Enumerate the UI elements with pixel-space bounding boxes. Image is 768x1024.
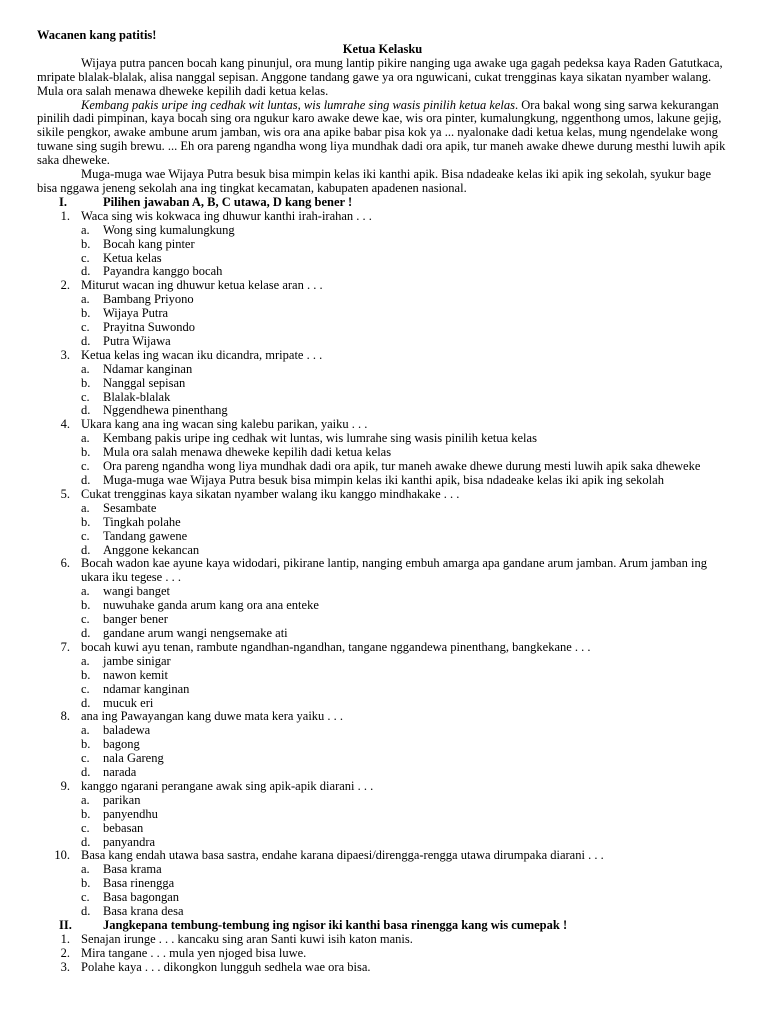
option-letter: c. [81, 890, 90, 905]
answer-option [37, 238, 728, 252]
answer-option [37, 502, 728, 516]
option-letter: c. [81, 612, 90, 627]
option-letter: b. [81, 236, 91, 251]
answer-option [37, 752, 728, 766]
option-text: gandane arum wangi nengsemake ati [103, 625, 288, 640]
option-text: wangi banget [103, 584, 170, 599]
option-letter: d. [81, 765, 91, 780]
answer-option [37, 599, 728, 613]
option-text: Blalak-blalak [103, 389, 171, 404]
answer-option [37, 293, 728, 307]
option-letter: a. [81, 723, 90, 738]
option-letter: a. [81, 792, 90, 807]
option-text: Tandang gawene [103, 528, 188, 543]
option-letter: a. [81, 584, 90, 599]
option-letter: d. [81, 264, 91, 279]
fill-in-number: 2. [60, 945, 70, 960]
fill-in-text: Mira tangane . . . mula yen njoged bisa luwe. [81, 945, 307, 960]
question-number: 7. [60, 639, 70, 654]
option-text: Bocah kang pinter [103, 236, 195, 251]
fill-in-number: 3. [60, 959, 70, 974]
answer-option [37, 252, 728, 266]
answer-option [37, 836, 728, 850]
question-number: 4. [60, 417, 70, 432]
option-text: mucuk eri [103, 695, 154, 710]
option-letter: b. [81, 375, 91, 390]
question-item [37, 641, 728, 655]
answer-option [37, 891, 728, 905]
option-letter: b. [81, 667, 91, 682]
option-text: Basa krana desa [103, 904, 184, 919]
question-item [37, 210, 728, 224]
option-text: Payandra kanggo bocah [103, 264, 223, 279]
question-item [37, 418, 728, 432]
option-text: Anggone kekancan [103, 542, 200, 557]
option-text: parikan [103, 792, 141, 807]
option-letter: d. [81, 403, 91, 418]
question-list [37, 210, 728, 919]
option-text: Ketua kelas [103, 250, 162, 265]
option-text: Putra Wijawa [103, 333, 171, 348]
question-item [37, 849, 728, 863]
answer-option [37, 363, 728, 377]
answer-option [37, 460, 728, 474]
question-text: kanggo ngarani perangane awak sing apik-apik diarani . . . [81, 778, 374, 793]
reading-paragraph-2-rest: . Ora bakal wong sing sarwa kekurangan pinilih dadi pimpinan, kaya bocah sing ora ngukur karo awake dewe kae, wis ora pinter, kumalungkung, nggenthong umos, lakune gejig, sikile pengkor, awake ambune arum jamban, wis ora ana apike babar pisa kok ya ... nyalonake dadi ketua kelas, mung ngendelake wong tuwane sing sugih brewu. ... Eh ora pareng ngandha wong liya mundhak dadi ora apik, tur maneh awake dhewe durung mesthi luwih apik saka dheweke. [37, 97, 726, 168]
option-text: banger bener [103, 612, 168, 627]
option-text: bebasan [103, 820, 144, 835]
option-letter: d. [81, 625, 91, 640]
option-text: Basa bagongan [103, 890, 180, 905]
question-number: 5. [60, 486, 70, 501]
option-letter: d. [81, 904, 91, 919]
fill-in-text: Polahe kaya . . . dikongkon lungguh sedhela wae ora bisa. [81, 959, 371, 974]
option-letter: b. [81, 876, 91, 891]
section-number: II. [59, 918, 72, 932]
answer-option [37, 224, 728, 238]
answer-option [37, 432, 728, 446]
option-text: Sesambate [103, 500, 157, 515]
option-text: nala Gareng [103, 751, 164, 766]
answer-option [37, 585, 728, 599]
question-text: Waca sing wis kokwaca ing dhuwur kanthi irah-irahan . . . [81, 208, 372, 223]
answer-option [37, 404, 728, 418]
option-text: Wong sing kumalungkung [103, 222, 235, 237]
fill-in-item [37, 961, 728, 975]
answer-option [37, 544, 728, 558]
question-text: Cukat trengginas kaya sikatan nyamber walang iku kanggo mindhakake . . . [81, 486, 460, 501]
option-letter: c. [81, 320, 90, 335]
option-letter: b. [81, 806, 91, 821]
option-text: ndamar kanginan [103, 681, 190, 696]
answer-option [37, 905, 728, 919]
option-text: Kembang pakis uripe ing cedhak wit luntas, wis lumrahe sing wasis pinilih ketua kelas [103, 431, 537, 446]
option-letter: d. [81, 695, 91, 710]
option-text: Nanggal sepisan [103, 375, 186, 390]
option-text: jambe sinigar [103, 653, 171, 668]
answer-option [37, 877, 728, 891]
option-letter: c. [81, 681, 90, 696]
answer-option [37, 307, 728, 321]
option-letter: d. [81, 333, 91, 348]
answer-option [37, 822, 728, 836]
reading-paragraph-1: Wijaya putra pancen bocah kang pinunjul, ora mung lantip pikire nanging uga awake uga gagah pedeksa kaya Raden Gatutkaca, mripate blalak-blalak, alisa nanggal sepisan. Anggone tandang gawe ya ora nguwicani, cukat trengginas kaya sikatan nyamber walang. Mula ora salah menawa dheweke kepilih dadi ketua kelas. [37, 55, 723, 98]
answer-option [37, 766, 728, 780]
option-letter: a. [81, 292, 90, 307]
answer-option [37, 446, 728, 460]
question-text: Ketua kelas ing wacan iku dicandra, mripate . . . [81, 347, 323, 362]
answer-option [37, 321, 728, 335]
answer-option [37, 627, 728, 641]
option-letter: c. [81, 250, 90, 265]
fill-in-item [37, 933, 728, 947]
option-text: baladewa [103, 723, 151, 738]
answer-option [37, 613, 728, 627]
question-text: Ukara kang ana ing wacan sing kalebu parikan, yaiku . . . [81, 417, 368, 432]
question-item [37, 710, 728, 724]
question-item [37, 488, 728, 502]
question-text: Miturut wacan ing dhuwur ketua kelase aran . . . [81, 278, 323, 293]
option-letter: a. [81, 500, 90, 515]
answer-option [37, 738, 728, 752]
option-text: nawon kemit [103, 667, 168, 682]
option-letter: c. [81, 389, 90, 404]
option-letter: b. [81, 737, 91, 752]
question-number: 9. [60, 778, 70, 793]
option-letter: c. [81, 528, 90, 543]
option-text: panyendhu [103, 806, 158, 821]
option-letter: b. [81, 514, 91, 529]
fill-in-number: 1. [60, 931, 70, 946]
option-letter: c. [81, 459, 90, 474]
question-text: Basa kang endah utawa basa sastra, endahe karana dipaesi/direngga-rengga utawa dirumpaka diarani . . . [81, 848, 604, 863]
section-title: Pilihen jawaban A, B, C utawa, D kang bener ! [103, 194, 353, 209]
option-letter: a. [81, 431, 90, 446]
option-letter: c. [81, 751, 90, 766]
option-text: Basa krama [103, 862, 162, 877]
answer-option [37, 724, 728, 738]
section-title: Jangkepana tembung-tembung ing ngisor iki kanthi basa rinengga kang wis cumepak ! [103, 918, 568, 932]
reading-paragraph-2 [37, 99, 728, 169]
question-number: 8. [60, 709, 70, 724]
option-text: Muga-muga wae Wijaya Putra besuk bisa mimpin kelas iki kanthi apik, bisa ndadeake kelas iki apik ing sekolah [103, 473, 664, 487]
option-text: Nggendhewa pinenthang [103, 403, 228, 418]
option-letter: a. [81, 361, 90, 376]
option-text: Mula ora salah menawa dheweke kepilih dadi ketua kelas [103, 445, 392, 460]
option-text: bagong [103, 737, 140, 752]
parikan-sentence: Kembang pakis uripe ing cedhak wit luntas, wis lumrahe sing wasis pinilih ketua kelas [81, 97, 516, 112]
answer-option [37, 808, 728, 822]
option-letter: c. [81, 820, 90, 835]
instruction-header: Wacanen kang patitis! [37, 28, 157, 42]
answer-option [37, 655, 728, 669]
option-text: Tingkah polahe [103, 514, 181, 529]
question-text: ana ing Pawayangan kang duwe mata kera yaiku . . . [81, 709, 344, 724]
option-text: Basa rinengga [103, 876, 175, 891]
answer-option [37, 474, 728, 488]
question-number: 2. [60, 278, 70, 293]
answer-option [37, 391, 728, 405]
option-letter: a. [81, 222, 90, 237]
section-number: I. [59, 194, 67, 209]
question-item [37, 349, 728, 363]
option-letter: b. [81, 598, 91, 613]
section-heading-2 [37, 919, 728, 933]
question-text: Bocah wadon kae ayune kaya widodari, pikirane lantip, nanging embuh amarga apa gandane arum jamban. Arum jamban ing ukara iku tegese . . . [81, 556, 707, 585]
question-item [37, 557, 728, 585]
answer-option [37, 530, 728, 544]
reading-title: Ketua Kelasku [342, 41, 423, 56]
option-text: narada [103, 765, 137, 780]
question-number: 3. [60, 347, 70, 362]
question-item [37, 780, 728, 794]
option-letter: a. [81, 862, 90, 877]
fill-in-text: Senajan irunge . . . kancaku sing aran Santi kuwi isih katon manis. [81, 931, 413, 946]
option-text: Ora pareng ngandha wong liya mundhak dadi ora apik, tur maneh awake dhewe durung mesti luwih apik saka dheweke [103, 459, 701, 474]
fill-in-list [37, 933, 728, 975]
answer-option [37, 335, 728, 349]
answer-option [37, 863, 728, 877]
option-text: Bambang Priyono [103, 292, 194, 307]
answer-option [37, 516, 728, 530]
option-letter: a. [81, 653, 90, 668]
fill-in-item [37, 947, 728, 961]
answer-option [37, 683, 728, 697]
question-number: 1. [60, 208, 70, 223]
option-text: nuwuhake ganda arum kang ora ana enteke [103, 598, 319, 613]
option-letter: b. [81, 445, 91, 460]
question-text: bocah kuwi ayu tenan, rambute ngandhan-ngandhan, tangane nggandewa pinenthang, bangkekane . . . [81, 639, 591, 654]
option-letter: d. [81, 542, 91, 557]
answer-option [37, 794, 728, 808]
answer-option [37, 377, 728, 391]
option-text: panyandra [103, 834, 156, 849]
answer-option [37, 265, 728, 279]
answer-option [37, 697, 728, 711]
question-number: 6. [60, 556, 70, 571]
option-letter: d. [81, 473, 91, 487]
question-item [37, 279, 728, 293]
answer-option [37, 669, 728, 683]
option-letter: d. [81, 834, 91, 849]
option-text: Wijaya Putra [103, 306, 169, 321]
question-number: 10. [54, 848, 70, 863]
option-text: Ndamar kanginan [103, 361, 193, 376]
option-text: Prayitna Suwondo [103, 320, 196, 335]
option-letter: b. [81, 306, 91, 321]
reading-paragraph-3: Muga-muga wae Wijaya Putra besuk bisa mimpin kelas iki kanthi apik. Bisa ndadeake kelas iki apik ing sekolah, syukur bage bisa nggawa jeneng sekolah ana ing tingkat kecamatan, kabupaten apadenen nasional. [37, 167, 712, 195]
section-heading-1 [37, 196, 728, 210]
